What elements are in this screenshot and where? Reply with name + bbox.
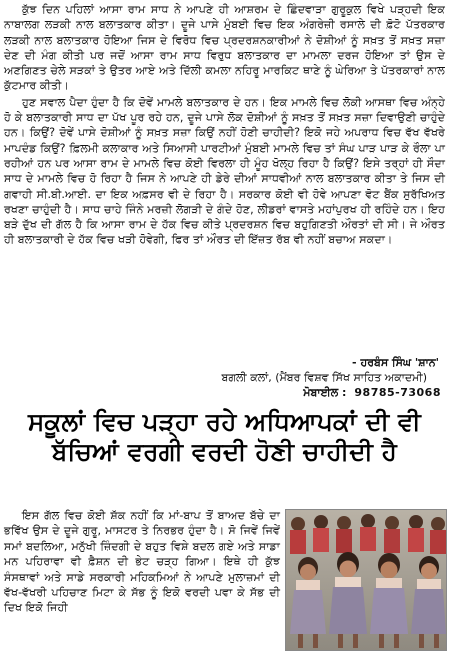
letter-article — [4, 2, 445, 248]
author-affiliation: ਬਗਲੀ ਕਲਾਂ, (ਮੈਂਬਰ ਵਿਸ਼ਵ ਸਿੱਖ ਸਾਹਿਤ ਅਕਾਦਮੀ) — [221, 371, 427, 384]
phone-number: 98785-73068 — [354, 386, 441, 399]
schoolchildren-photo — [285, 509, 447, 651]
article-paragraph-1: ਕੁੱਝ ਦਿਨ ਪਹਿਲਾਂ ਆਸਾ ਰਾਮ ਸਾਧ ਨੇ ਆਪਣੇ ਹੀ ਆਸ਼ਰਮ ਦੇ ਛਿੰਦਵਾੜਾ ਗੁਰੂਕੁਲ ਵਿਖੇ ਪੜ੍ਹਦੀ ਇਕ ਨਾਬਾਲਗ ਲੜਕੀ ਨਾਲ ਬਲਾਤਕਾਰ ਕੀਤਾ। ਦੂਜੇ ਪਾਸੇ ਮੁੰਬਈ ਵਿਚ ਇਕ ਅੰਗਰੇਜ਼ੀ ਰਸਾਲੇ ਦੀ ਫ਼ੋਟੋ ਪੱਤਰਕਾਰ ਲੜਕੀ ਨਾਲ ਬਲਾਤਕਾਰ ਹੋਇਆ ਜਿਸ ਦੇ ਵਿਰੋਧ ਵਿਚ ਪ੍ਰਦਰਸ਼ਨਕਾਰੀਆਂ ਨੇ ਦੋਸ਼ੀਆਂ ਨੂੰ ਸਖ਼ਤ ਤੋਂ ਸਖ਼ਤ ਸਜ਼ਾ ਦੇਣ ਦੀ ਮੰਗ ਕੀਤੀ ਪਰ ਜਦੋਂ ਆਸਾ ਰਾਮ ਸਾਧ ਵਿਰੁਧ ਬਲਾਤਕਾਰ ਦਾ ਮਾਮਲਾ ਦਰਜ ਹੋਇਆ ਤਾਂ ਉਸ ਦੇ ਅਣਗਿਣਤ ਚੇਲੇ ਸੜਕਾਂ ਤੇ ਉਤਰ ਆਏ ਅਤੇ ਦਿੱਲੀ ਕਮਲਾ ਨਹਿਰੂ ਮਾਰਕਿਟ ਥਾਣੇ ਨੂੰ ਘੇਰਿਆ ਤੇ ਪੱਤਰਕਾਰਾਂ ਨਾਲ ਕੁੱਟਮਾਰ ਕੀਤੀ। — [4, 3, 445, 93]
second-article-paragraph: ਇਸ ਗੱਲ ਵਿਚ ਕੋਈ ਸ਼ੱਕ ਨਹੀਂ ਕਿ ਮਾਂ-ਬਾਪ ਤੋਂ ਬਾਅਦ ਬੱਚੇ ਦਾ ਭਵਿੱਖ ਉਸ ਦੇ ਦੂਜੇ ਗੁਰੂ, ਮਾਸਟਰ ਤੇ ਨਿਰਭਰ ਹੁੰਦਾ ਹੈ। ਸੋ ਜਿਵੇਂ ਜਿਵੇਂ ਸਮਾਂ ਬਦਲਿਆ, ਮਨੁੱਖੀ ਜ਼ਿੰਦਗੀ ਦੇ ਬਹੁਤ ਵਿਸ਼ੇ ਬਦਲ ਗਏ ਅਤੇ ਸਾਡਾ ਮਨ ਪਹਿਰਾਵਾ ਵੀ ਫ਼ੈਸ਼ਨ ਦੀ ਭੇਟ ਚੜ੍ਹ ਗਿਆ। ਇਥੇ ਹੀ ਕੁੱਝ ਸੰਸਥਾਵਾਂ ਅਤੇ ਸਾਡੇ ਸਰਕਾਰੀ ਮਹਿਕਮਿਆਂ ਨੇ ਆਪਣੇ ਮੁਲਾਜ਼ਮਾਂ ਦੀ ਵੱਖ-ਵੱਖਰੀ ਪਹਿਚਾਣ ਮਿਟਾ ਕੇ ਸੱਭ ਨੂੰ ਇਕੋ ਵਰਦੀ ਪਵਾ ਕੇ ਸੱਭ ਦੀ ਦਿਖ ਇਕੋ ਜਿਹੀ — [4, 509, 280, 615]
photo-schoolchildren-icon — [286, 510, 446, 650]
author-name: - ਹਰਬੰਸ ਸਿੰਘ 'ਸ਼ਾਨ' — [352, 356, 439, 369]
article-headline — [2, 407, 447, 467]
article-paragraph-2: ਹੁਣ ਸਵਾਲ ਪੈਦਾ ਹੁੰਦਾ ਹੈ ਕਿ ਦੋਵੇਂ ਮਾਮਲੇ ਬਲਾਤਕਾਰ ਦੇ ਹਨ। ਇਕ ਮਾਮਲੇ ਵਿਚ ਲੋਕੀ ਆਸਥਾ ਵਿਚ ਅੰਨ੍ਹੇ ਹੋ ਕੇ ਬਲਾਤਕਾਰੀ ਸਾਧ ਦਾ ਪੱਖ ਪੂਰ ਰਹੇ ਹਨ, ਦੂਜੇ ਪਾਸੇ ਲੋਕ ਦੋਸ਼ੀਆਂ ਨੂੰ ਸਖ਼ਤ ਤੋਂ ਸਖ਼ਤ ਸਜ਼ਾ ਦਿਵਾਉਣੀ ਚਾਹੁੰਦੇ ਹਨ। ਕਿਉਂ? ਦੋਵੇਂ ਪਾਸੇ ਦੋਸ਼ੀਆਂ ਨੂੰ ਸਖ਼ਤ ਸਜ਼ਾ ਕਿਉਂ ਨਹੀਂ ਹੋਣੀ ਚਾਹੀਦੀ? ਇਕੋ ਜਹੇ ਅਪਰਾਧ ਵਿਚ ਵੱਖ ਵੱਖਰੇ ਮਾਪਦੰਡ ਕਿਉਂ? ਫ਼ਿਲਮੀ ਕਲਾਕਾਰ ਅਤੇ ਸਿਆਸੀ ਪਾਰਟੀਆਂ ਮੁੰਬਈ ਮਾਮਲੇ ਵਿਚ ਤਾਂ ਸੰਘ ਪਾੜ ਪਾੜ ਕੇ ਰੌਲਾ ਪਾ ਰਹੀਆਂ ਹਨ ਪਰ ਆਸਾ ਰਾਮ ਦੇ ਮਾਮਲੇ ਵਿਚ ਕੋਈ ਵਿਰਲਾ ਹੀ ਮੂੰਹ ਖੋਲ੍ਹ ਰਿਹਾ ਹੈ ਕਿਉਂ? ਇਸੇ ਤਰ੍ਹਾਂ ਹੀ ਸੌਦਾ ਸਾਧ ਦੇ ਮਾਮਲੇ ਵਿਚ ਹੋ ਰਿਹਾ ਹੈ ਜਿਸ ਨੇ ਆਪਣੇ ਹੀ ਡੇਰੇ ਦੀਆਂ ਸਾਧਵੀਆਂ ਨਾਲ ਬਲਾਤਕਾਰ ਕੀਤਾ ਤੇ ਜਿਸ ਦੀ ਗਵਾਹੀ ਸੀ.ਬੀ.ਆਈ. ਦਾ ਇਕ ਅਫ਼ਸਰ ਵੀ ਦੇ ਰਿਹਾ ਹੈ। ਸਰਕਾਰ ਕੋਈ ਵੀ ਹੋਵੇ ਆਪਣਾ ਵੋਟ ਬੈਂਕ ਸੁਰੱਖਿਅਤ ਰਖਣਾ ਚਾਹੁੰਦੀ ਹੈ। ਸਾਧ ਚਾਹੇ ਜਿੰਨੇ ਮਰਜ਼ੀ ਲੋਗੜੀ ਦੇ ਗੰਦੇ ਹੋਣ, ਲੀਡਰਾਂ ਵਾਸਤੇ ਮਹਾਂਪੁਰਖ ਹੀ ਰਹਿੰਦੇ ਹਨ। ਇਹ ਬੜੇ ਦੁੱਖ ਦੀ ਗੱਲ ਹੈ ਕਿ ਆਸਾ ਰਾਮ ਦੇ ਹੱਕ ਵਿਚ ਕੀਤੇ ਪ੍ਰਦਰਸ਼ਨ ਵਿਚ ਬਹੁਗਿਣਤੀ ਔਰਤਾਂ ਦੀ ਸੀ। ਜੇ ਔਰਤ ਹੀ ਬਲਾਤਕਾਰੀ ਦੇ ਹੱਕ ਵਿਚ ਖੜੀ ਹੋਵੇਗੀ, ਫਿਰ ਤਾਂ ਔਰਤ ਦੀ ਇੱਜ਼ਤ ਰੱਬ ਵੀ ਨਹੀਂ ਬਚਾਅ ਸਕਦਾ। — [4, 95, 446, 247]
phone-label: ਮੋਬਾਈਲ : — [303, 386, 347, 399]
headline-line-1: ਸਕੂਲਾਂ ਵਿਚ ਪੜ੍ਹਾ ਰਹੇ ਅਧਿਆਪਕਾਂ ਦੀ ਵੀ — [28, 407, 421, 436]
article-byline — [4, 355, 445, 400]
second-article — [4, 508, 280, 616]
headline-line-2: ਬੱਚਿਆਂ ਵਰਗੀ ਵਰਦੀ ਹੋਣੀ ਚਾਹੀਦੀ ਹੈ — [51, 437, 398, 466]
author-phone — [4, 385, 445, 400]
